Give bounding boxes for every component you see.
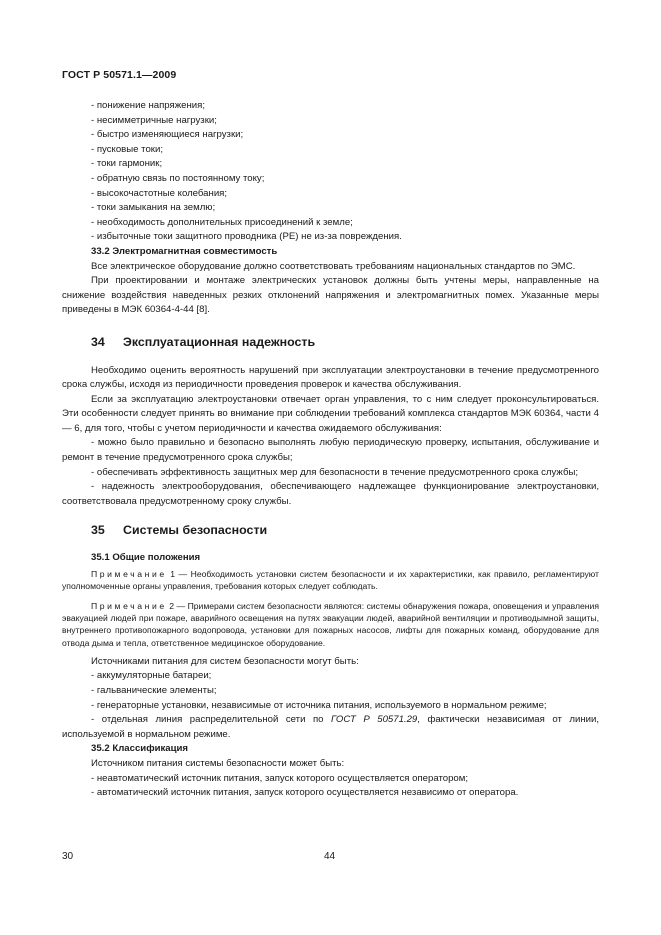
page-number: 30 bbox=[62, 851, 74, 862]
note-1 bbox=[62, 568, 599, 592]
list-item: - избыточные токи защитного проводника (РЕ) не из-за повреждения. bbox=[91, 231, 402, 243]
subsection-heading-35-2: 35.2 Классификация bbox=[91, 743, 189, 755]
list-item bbox=[62, 713, 599, 742]
note-label: Примечание bbox=[91, 568, 167, 579]
list-item: - пусковые токи; bbox=[91, 143, 164, 155]
note-text: — Необходимость установки систем безопасности и их характеристики, как правило, регламентируют уполномоченные органы управления, требования которых следует соблюдать. bbox=[62, 568, 599, 591]
section-heading-35 bbox=[62, 523, 599, 538]
note-text: — Примерами систем безопасности являются: системы обнаружения пожара, оповещения и управления эвакуацией людей при пожаре, аварийного освещения на путях эвакуации людей, аварийной вентиляции и противодымной защиты, внутреннего противопожарного водопровода, установки для пожарных насосов, лифты для пожарных команд, оборудование для отвода дыма и тепла, ответственное медицинское оборудование. bbox=[62, 601, 599, 648]
list-item: - автоматический источник питания, запуск которого осуществляется независимо от оператора. bbox=[91, 787, 519, 799]
note-2 bbox=[62, 600, 599, 649]
list-item: - токи замыкания на землю; bbox=[91, 202, 216, 214]
list-item: - можно было правильно и безопасно выполнять любую периодическую проверку, испытания, обслуживание и ремонт в течение предусмотренного срока службы; bbox=[62, 437, 599, 464]
document-body bbox=[62, 99, 599, 801]
subsection-heading-35-1: 35.1 Общие положения bbox=[91, 552, 201, 564]
note-number: 1 bbox=[170, 568, 176, 579]
document-header: ГОСТ Р 50571.1—2009 bbox=[62, 69, 177, 81]
section-number: 35 bbox=[91, 523, 105, 538]
subsection-heading-33-2: 33.2 Электромагнитная совместимость bbox=[91, 245, 278, 257]
section-title: Эксплуатационная надежность bbox=[123, 334, 316, 349]
list-item-text: , фактически независимая от линии, используемой в нормальном режиме. bbox=[62, 714, 600, 740]
list-item: - неавтоматический источник питания, запуск которого осуществляется оператором; bbox=[91, 772, 469, 784]
note-label: Примечание bbox=[91, 601, 167, 612]
list-item: - генераторные установки, независимые от источника питания, используемого в нормальном режиме; bbox=[91, 699, 547, 711]
list-item: - надежность электрооборудования, обеспечивающего надлежащее функционирование электроустановки, соответствовала предусмотренному сроку службы. bbox=[62, 481, 599, 507]
list-item: - быстро изменяющиеся нагрузки; bbox=[91, 129, 244, 141]
list-item: - обратную связь по постоянному току; bbox=[91, 172, 265, 184]
paragraph: При проектировании и монтаже электрических установок должны быть учтены меры, направленные на снижение воздействия наведенных резких отклонений напряжения и электромагнитных помех. Указанные меры приведены в МЭК 60364-4-44 [8]. bbox=[62, 275, 599, 316]
note-number: 2 bbox=[169, 601, 175, 612]
paragraph: Необходимо оценить вероятность нарушений при эксплуатации электроустановки в течение предусмотренного срока службы, исходя из периодичности проведения проверок и качества обслуживания. bbox=[62, 364, 599, 391]
paragraph: Источником питания системы безопасности может быть: bbox=[91, 758, 345, 769]
list-item: - понижение напряжения; bbox=[91, 100, 205, 111]
list-item: - необходимость дополнительных присоединений к земле; bbox=[91, 216, 353, 228]
list-item: - токи гармоник; bbox=[91, 158, 163, 170]
list-item: - высокочастотные колебания; bbox=[91, 187, 228, 199]
list-item: - гальванические элементы; bbox=[91, 685, 217, 697]
pdf-page-number: 44 bbox=[324, 851, 336, 862]
section-number: 34 bbox=[91, 334, 105, 349]
list-item: - обеспечивать эффективность защитных мер для безопасности в течение предусмотренного срока службы; bbox=[91, 466, 579, 478]
paragraph: Источниками питания для систем безопасности могут быть: bbox=[91, 655, 359, 667]
paragraph: Если за эксплуатацию электроустановки отвечает орган управления, то с ним следует проконсультироваться. Эти особенности следует принять во внимание при соблюдении требований комплекса стандартов МЭК 60364, части 4 — 6, для того, чтобы с учетом периодичности и качества ожидаемого обслуживания: bbox=[62, 393, 599, 434]
list-item: - несимметричные нагрузки; bbox=[91, 114, 217, 126]
list-item: - аккумуляторные батареи; bbox=[91, 670, 212, 682]
standard-reference: ГОСТ Р 50571.29 bbox=[331, 714, 418, 726]
list-item-text: - отдельная линия распределительной сети по bbox=[91, 714, 331, 726]
paragraph: Все электрическое оборудование должно соответствовать требованиям национальных стандартов по ЭМС. bbox=[91, 260, 576, 272]
section-title: Системы безопасности bbox=[123, 523, 268, 538]
section-heading-34 bbox=[62, 335, 599, 350]
